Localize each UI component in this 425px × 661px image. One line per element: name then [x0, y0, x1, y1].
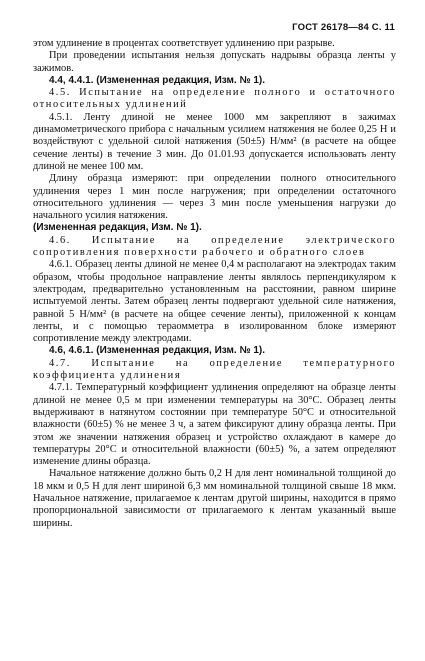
paragraph-4-5-1: 4.5.1. Ленту длиной не менее 1000 мм закрепляют в зажимах динамометрического прибора с начальным усилием натяжения не более 0,25 Н и воздействуют с удельной силой натяжения (50±5) Н/мм² (в расчете на общее сечение ленты) в течение 3 мин. До 01.01.93 допускается использовать ленту длиной не менее 100 мм. — [33, 111, 396, 172]
amendment-note-3: 4.6, 4.6.1. (Измененная редакция, Изм. № 1). — [49, 345, 266, 357]
section-heading-4-5: 4.5. Испытание на определение полного и остаточного относительных удлинений — [33, 87, 396, 111]
paragraph-4-6-1: 4.6.1. Образец ленты длиной не менее 0,4 м располагают на электродах таким образом, чтобы продольное направление ленты являлось перпендикуляром к электродам, предварительно установленным на расстоянии, равном ширине испытуемой ленты. Затем образец ленты подвергают удельной силе натяжения, равной 5 Н/мм² (в расчете на общее сечение ленты), приложенной к концам ленты, и с помощью тераомметра в изолированном блоке измеряют сопротивление между электродами. — [33, 259, 396, 345]
amendment-note-1: 4.4, 4.4.1. (Измененная редакция, Изм. № 1). — [49, 74, 266, 86]
paragraph-measurement: Длину образца измеряют: при определении полного относительного удлинения через 1 мин после нагружения; при определении остаточного относительного удлинения — через 3 мин после уменьшения нагрузки до начального усилия натяжения. — [33, 173, 396, 222]
section-heading-4-6: 4.6. Испытание на определение электрического сопротивления поверхности рабочего и обратного слоев — [33, 234, 396, 259]
paragraph-initial-tension: Начальное натяжение должно быть 0,2 Н для лент номинальной толщиной до 18 мкм и 0,5 Н для лент шириной 6,3 мм номинальной толщиной свыше 18 мкм. Начальное натяжение, прилагаемое к лентам другой ширины, находится в прямо пропорциональной зависимости от прилагаемого к лентам указанный выше ширины. — [33, 468, 396, 529]
page-header: ГОСТ 26178—84 С. 11 — [292, 22, 395, 33]
amendment-note-2: (Измененная редакция, Изм. № 1). — [33, 222, 202, 234]
section-heading-4-7: 4.7. Испытание на определение температурного коэффициента удлинения — [33, 357, 396, 382]
page-body — [33, 38, 396, 530]
paragraph-2: При проведении испытания нельзя допускать надрывы образца ленты у зажимов. — [33, 50, 396, 74]
paragraph-1: этом удлинение в процентах соответствует удлинению при разрыве. — [33, 38, 335, 49]
paragraph-4-7-1: 4.7.1. Температурный коэффициент удлинения определяют на образце ленты длиной не менее 0,5 м при изменении температуры на 30°С. Образец ленты выдерживают в натянутом состоянии при температуре 50°С и относительной влажности (60±5) % не менее 3 ч, а затем фиксируют длину образца ленты. При этом же значении натяжения образец и устройство охлаждают в камере до температуры 20°С и относительной влажности (60±5) %, а затем определяют изменение длины образца. — [33, 382, 396, 468]
